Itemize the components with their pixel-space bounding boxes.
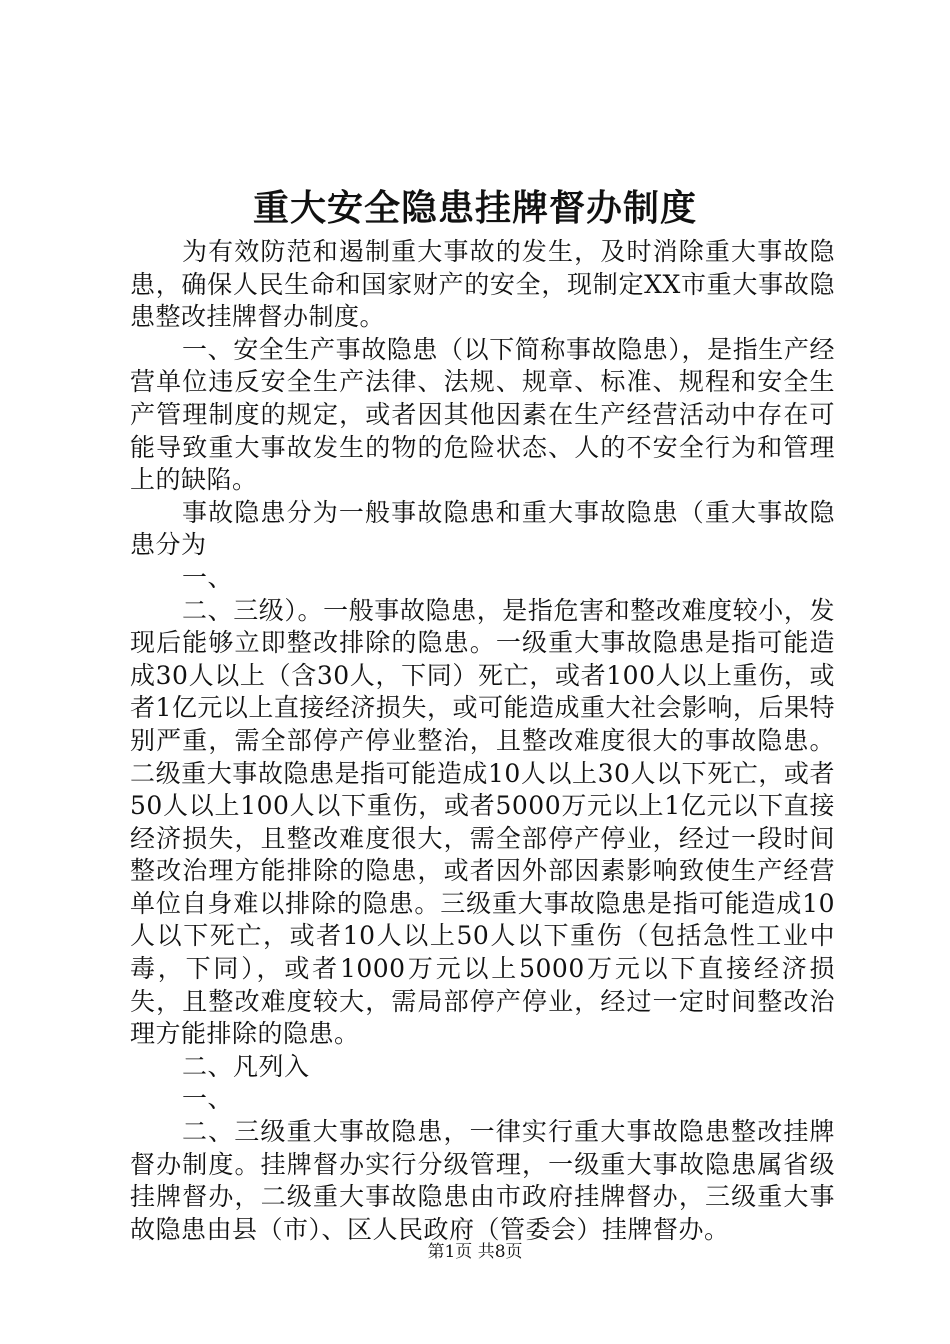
document-body [130,236,835,1246]
paragraph-supervision: 二、三级重大事故隐患，一律实行重大事故隐患整改挂牌督办制度。挂牌督办实行分级管理，一级重大事故隐患属省级挂牌督办，二级重大事故隐患由市政府挂牌督办，三级重大事故隐患由县（市）、区人民政府（管委会）挂牌督办。 [130,1117,835,1244]
paragraph-intro: 为有效防范和遏制重大事故的发生，及时消除重大事故隐患，确保人民生命和国家财产的安全，现制定XX市重大事故隐患整改挂牌督办制度。 [130,237,835,332]
document-title: 重大安全隐患挂牌督办制度 [252,187,697,229]
paragraph-level-one-marker: 一、 [182,562,234,592]
page-footer: 第1页 共8页 [427,1242,523,1262]
paragraph-definition: 一、安全生产事故隐患（以下简称事故隐患），是指生产经营单位违反安全生产法律、法规、规章、标准、规程和安全生产管理制度的规定，或者因其他因素在生产经营活动中存在可能导致重大事故发生的物的危险状态、人的不安全行为和管理上的缺陷。 [130,334,835,495]
paragraph-levels-detail: 二、三级）。一般事故隐患，是指危害和整改难度较小，发现后能够立即整改排除的隐患。一级重大事故隐患是指可能造成30人以上（含30人，下同）死亡，或者100人以上重伤，或者1亿元以上直接经济损失，或可能造成重大社会影响，后果特别严重，需全部停产停业整治，且整改难度很大的事故隐患。二级重大事故隐患是指可能造成10人以上30人以下死亡，或者50人以上100人以下重伤，或者5000万元以上1亿元以下直接经济损失，且整改难度很大，需全部停产停业，经过一段时间整改治理方能排除的隐患，或者因外部因素影响致使生产经营单位自身难以排除的隐患。三级重大事故隐患是指可能造成10人以下死亡，或者10人以上50人以下重伤（包括急性工业中毒，下同），或者1000万元以上5000万元以下直接经济损失，且整改难度较大，需局部停产停业，经过一定时间整改治理方能排除的隐患。 [130,595,835,1049]
paragraph-listed: 二、凡列入 [182,1051,310,1081]
paragraph-level-one-marker-2: 一、 [182,1084,234,1114]
paragraph-classification: 事故隐患分为一般事故隐患和重大事故隐患（重大事故隐患分为 [130,497,835,560]
